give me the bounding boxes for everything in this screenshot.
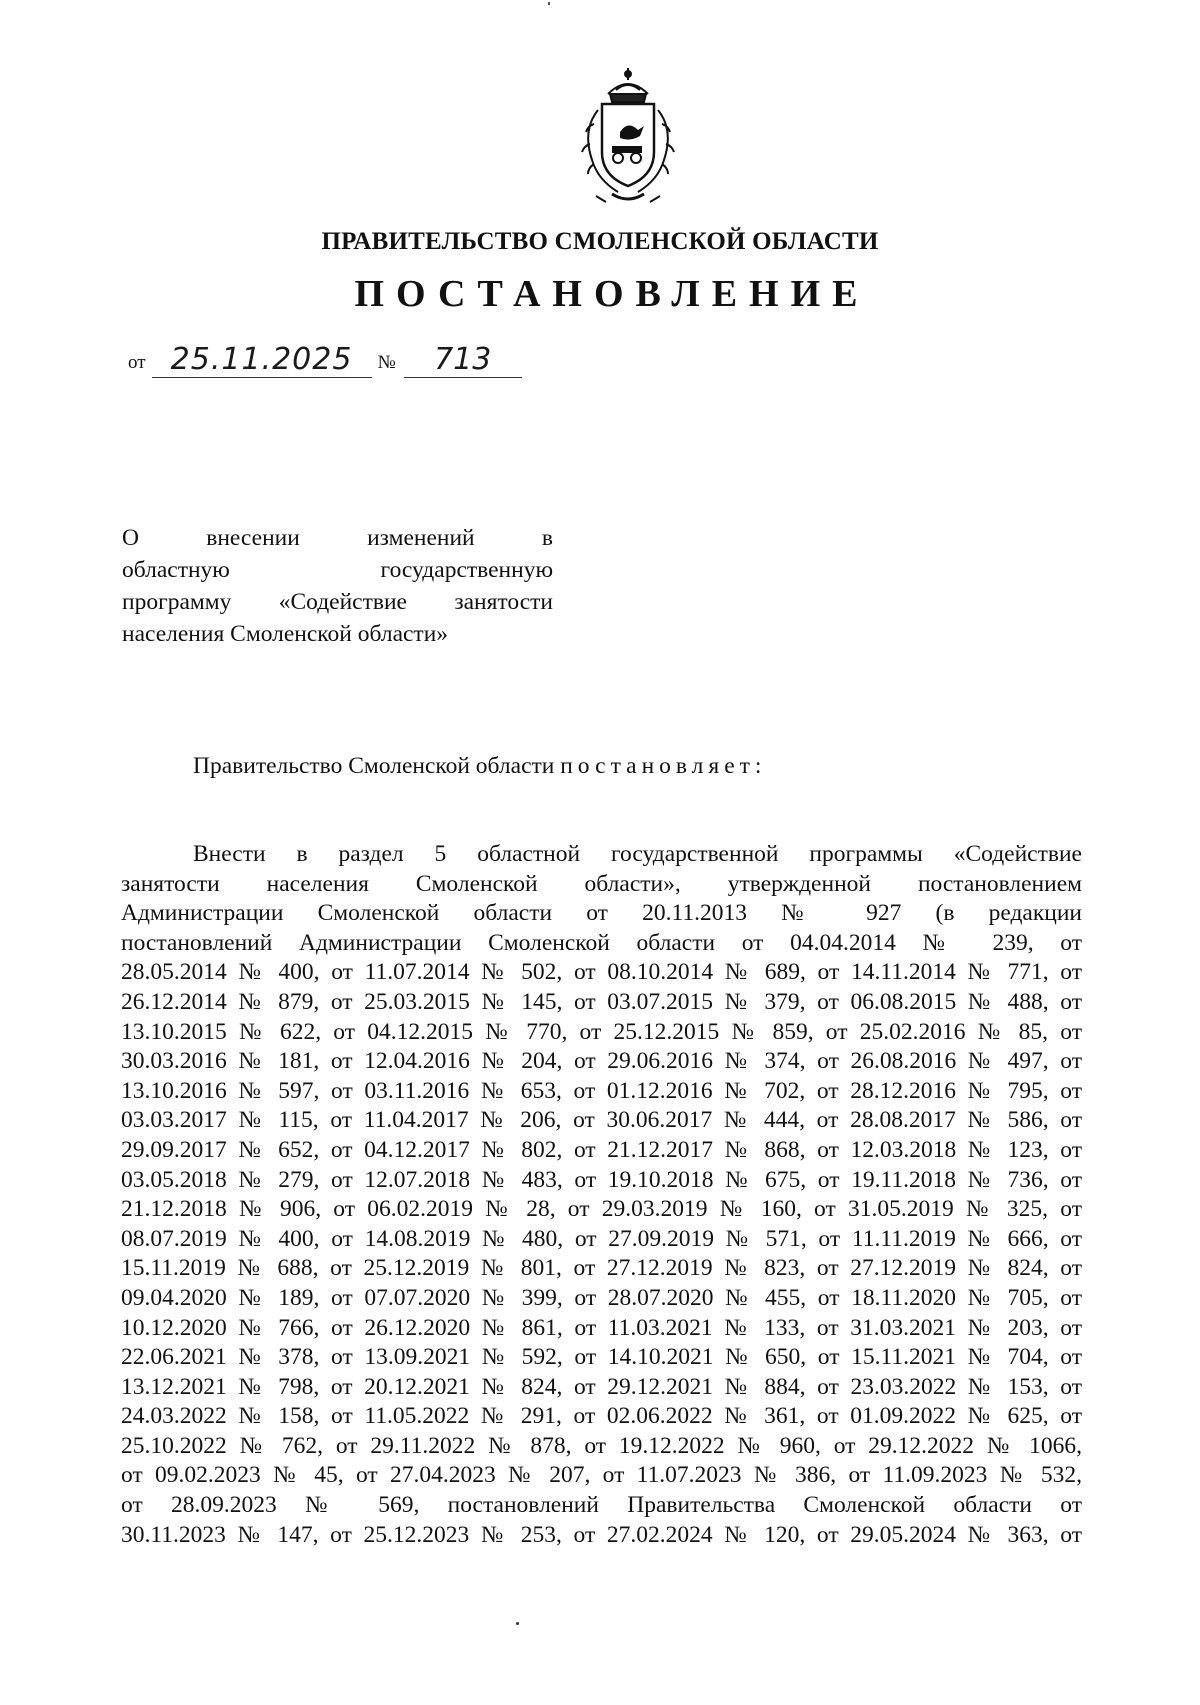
body-line: 09.04.2020 № 189, от 07.07.2020 № 399, от 28.07.2020 № 455, от 18.11.2020 № 705, от bbox=[121, 1284, 1082, 1311]
smolensk-coat-of-arms-icon bbox=[568, 60, 688, 210]
handwritten-number: 713 bbox=[404, 343, 522, 378]
body-line: от 09.02.2023 № 45, от 27.04.2023 № 207, от 11.07.2023 № 386, от 11.09.2023 № 532, bbox=[121, 1462, 1082, 1489]
body-line: 13.12.2021 № 798, от 20.12.2021 № 824, от 29.12.2021 № 884, от 23.03.2022 № 153, от bbox=[121, 1373, 1082, 1400]
body-line: от 28.09.2023 № 569, постановлений Правительства Смоленской области от bbox=[121, 1492, 1082, 1519]
scan-mark bbox=[548, 2, 550, 5]
body-line: 03.05.2018 № 279, от 12.07.2018 № 483, от 19.10.2018 № 675, от 19.11.2018 № 736, от bbox=[121, 1166, 1082, 1193]
document-type: ПОСТАНОВЛЕНИЕ bbox=[354, 273, 870, 315]
handwritten-date: 25.11.2025 bbox=[152, 343, 372, 378]
body-line: 15.11.2019 № 688, от 25.12.2019 № 801, от 27.12.2019 № 823, от 27.12.2019 № 824, от bbox=[121, 1255, 1082, 1282]
decree-verb: постановляет: bbox=[560, 753, 767, 779]
body-line: Администрации Смоленской области от 20.11.2013 № 927 (в редакции bbox=[121, 900, 1082, 927]
body-line: 21.12.2018 № 906, от 06.02.2019 № 28, от 29.03.2019 № 160, от 31.05.2019 № 325, от bbox=[121, 1196, 1082, 1223]
scan-dot bbox=[516, 1622, 519, 1625]
body-line: 13.10.2015 № 622, от 04.12.2015 № 770, от 25.12.2015 № 859, от 25.02.2016 № 85, от bbox=[121, 1018, 1082, 1045]
body-line: Внести в раздел 5 областной государственной программы «Содействие bbox=[193, 841, 1082, 867]
subject-line: О внесении изменений в bbox=[122, 525, 553, 551]
body-line: 30.03.2016 № 181, от 12.04.2016 № 204, от 29.06.2016 № 374, от 26.08.2016 № 497, от bbox=[121, 1048, 1082, 1075]
body-line: 25.10.2022 № 762, от 29.11.2022 № 878, от 19.12.2022 № 960, от 29.12.2022 № 1066, bbox=[121, 1432, 1082, 1459]
body-line: 10.12.2020 № 766, от 26.12.2020 № 861, от 11.03.2021 № 133, от 31.03.2021 № 203, от bbox=[121, 1314, 1082, 1341]
subject-line: областную государственную bbox=[122, 557, 553, 583]
subject-line: населения Смоленской области» bbox=[122, 621, 449, 647]
body-line: занятости населения Смоленской области», утвержденной постановлением bbox=[121, 870, 1082, 897]
body-line: 24.03.2022 № 158, от 11.05.2022 № 291, от 02.06.2022 № 361, от 01.09.2022 № 625, от bbox=[121, 1403, 1082, 1430]
body-paragraph bbox=[121, 840, 1082, 1550]
date-number-line bbox=[128, 338, 522, 378]
decree-clause bbox=[193, 753, 766, 780]
body-line: постановлений Администрации Смоленской области от 04.04.2014 № 239, от bbox=[121, 929, 1082, 956]
body-line: 28.05.2014 № 400, от 11.07.2014 № 502, от 08.10.2014 № 689, от 14.11.2014 № 771, от bbox=[121, 959, 1082, 986]
date-prefix: от bbox=[128, 352, 146, 373]
body-line: 03.03.2017 № 115, от 11.04.2017 № 206, от 30.06.2017 № 444, от 28.08.2017 № 586, от bbox=[121, 1107, 1082, 1134]
body-line: 29.09.2017 № 652, от 04.12.2017 № 802, от 21.12.2017 № 868, от 12.03.2018 № 123, от bbox=[121, 1136, 1082, 1163]
body-line: 30.11.2023 № 147, от 25.12.2023 № 253, от 27.02.2024 № 120, от 29.05.2024 № 363, от bbox=[121, 1521, 1082, 1548]
body-line: 13.10.2016 № 597, от 03.11.2016 № 653, от 01.12.2016 № 702, от 28.12.2016 № 795, от bbox=[121, 1077, 1082, 1104]
subject-line: программу «Содействие занятости bbox=[122, 589, 553, 615]
organization-name: ПРАВИТЕЛЬСТВО СМОЛЕНСКОЙ ОБЛАСТИ bbox=[321, 228, 879, 255]
body-line: 08.07.2019 № 400, от 14.08.2019 № 480, от 27.09.2019 № 571, от 11.11.2019 № 666, от bbox=[121, 1225, 1082, 1252]
body-line: 26.12.2014 № 879, от 25.03.2015 № 145, от 03.07.2015 № 379, от 06.08.2015 № 488, от bbox=[121, 988, 1082, 1015]
decree-subject: Правительство Смоленской области bbox=[193, 753, 555, 779]
document-subject bbox=[122, 522, 553, 650]
body-line: 22.06.2021 № 378, от 13.09.2021 № 592, от 14.10.2021 № 650, от 15.11.2021 № 704, от bbox=[121, 1344, 1082, 1371]
number-prefix: № bbox=[377, 352, 396, 373]
